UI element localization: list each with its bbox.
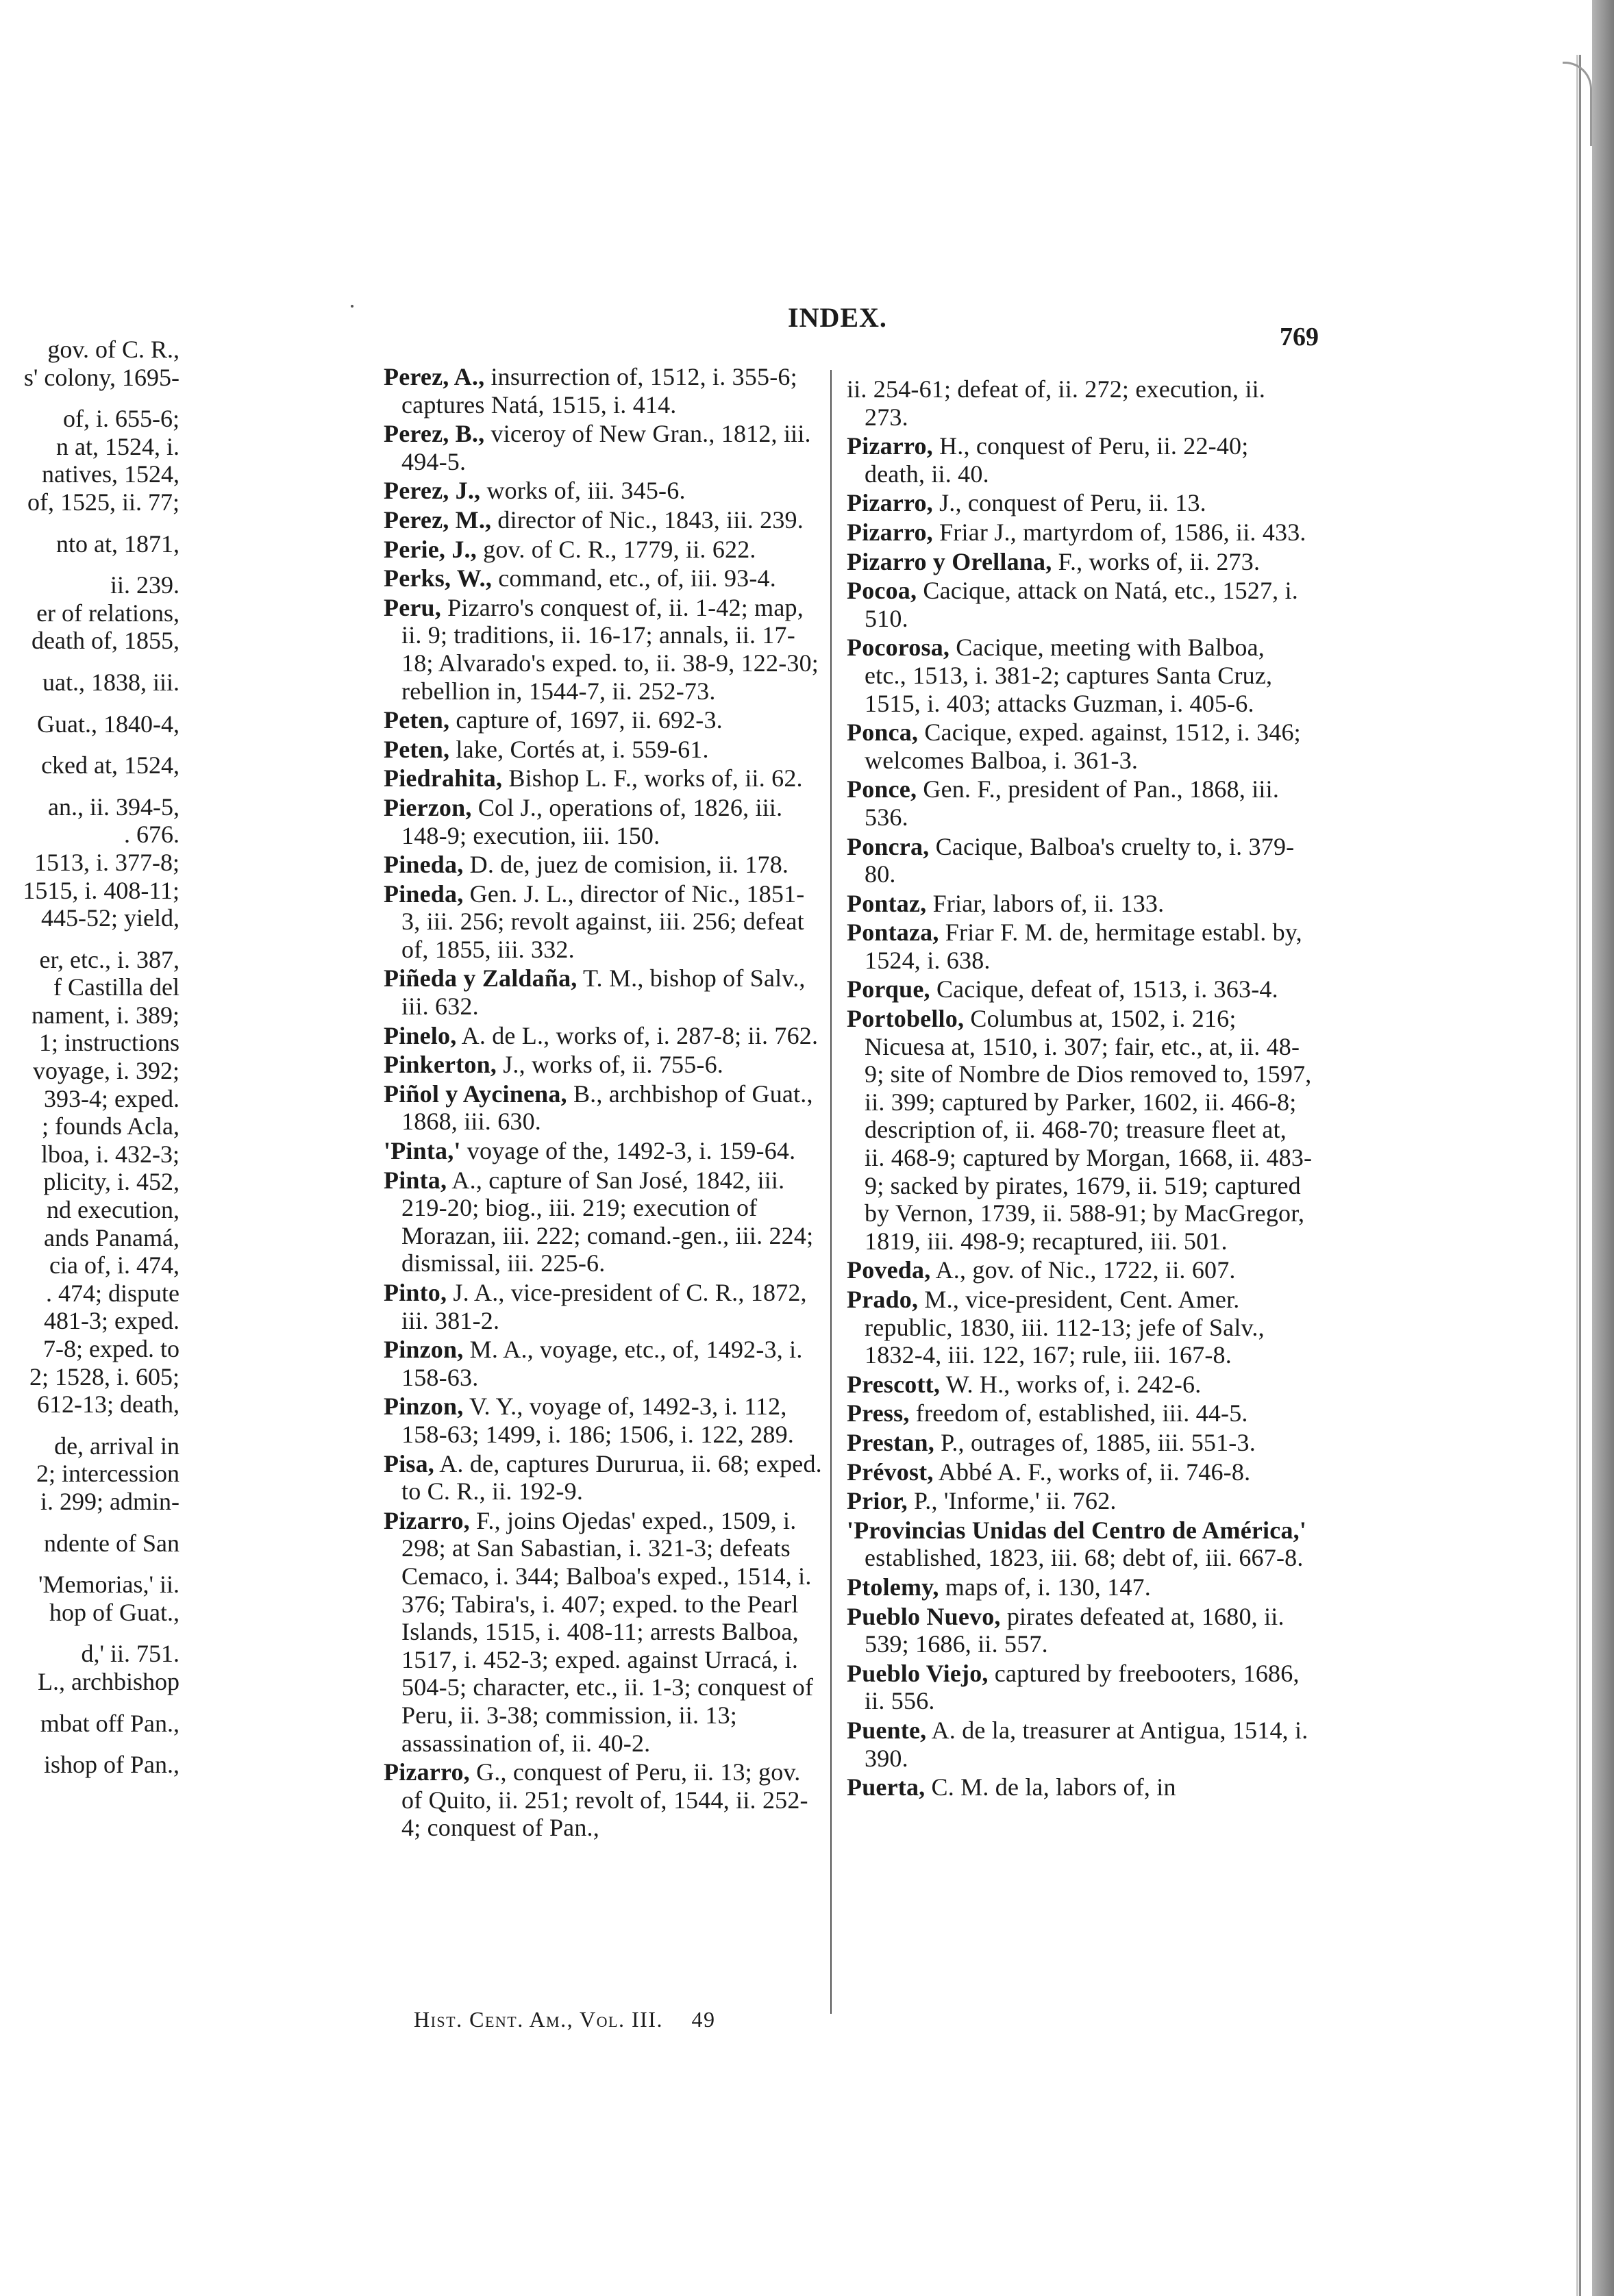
index-entry-heading: Perks, W., bbox=[384, 564, 493, 592]
left-column-line: 7-8; exped. to bbox=[43, 1335, 179, 1362]
index-entry-heading: Press, bbox=[847, 1399, 910, 1427]
index-entry-text: J. A., vice-president of C. R., 1872, iii. 381-2. bbox=[401, 1279, 807, 1334]
index-entry bbox=[847, 1399, 1313, 1427]
left-column-line: Guat., 1840-4, bbox=[37, 710, 179, 738]
index-entry bbox=[384, 506, 822, 534]
index-entry bbox=[384, 1137, 822, 1165]
index-entry-heading: Poncra, bbox=[847, 832, 930, 860]
left-column-line bbox=[0, 1516, 179, 1530]
footer-running-title: Hist. Cent. Am., Vol. III. bbox=[414, 2007, 663, 2032]
index-entry-heading: 'Pinta,' bbox=[384, 1137, 461, 1165]
index-entry-heading: Pisa, bbox=[384, 1449, 435, 1477]
index-entry-text: W. H., works of, i. 242-6. bbox=[940, 1370, 1202, 1398]
index-entry-text: H., conquest of Peru, ii. 22-40; death, ii. 40. bbox=[865, 432, 1249, 488]
index-entry-text: Columbus at, 1502, i. 216; Nicuesa at, 1510, i. 307; fair, etc., at, ii. 48-9; site of Nombre de Dios removed to, 1597, ii. 399; captured by Parker, 1602, ii. 466-8; description of, ii. 468-70; treasure fleet at, ii. 468-9; captured by Morgan, 1668, ii. 483-9; sacked by pirates, 1679, ii. 519; captured by Vernon, 1739, ii. 588-91; by MacGregor, 1819, iii. 498-9; recaptured, iii. 501. bbox=[865, 1005, 1313, 1255]
left-column-line bbox=[0, 558, 179, 571]
left-column-line: i. 299; admin- bbox=[40, 1487, 179, 1515]
left-column-line: 2; 1528, i. 605; bbox=[29, 1362, 179, 1390]
index-entry bbox=[384, 851, 822, 879]
index-entry bbox=[847, 833, 1313, 888]
index-entry bbox=[847, 519, 1313, 547]
index-entry-text: maps of, i. 130, 147. bbox=[939, 1573, 1151, 1601]
page-edge-line bbox=[1576, 55, 1578, 2296]
index-entry bbox=[847, 634, 1313, 717]
index-entry-heading: Ponce, bbox=[847, 775, 917, 803]
index-entry bbox=[847, 919, 1313, 974]
index-entry-heading: Pizarro, bbox=[847, 489, 933, 517]
index-entry-text: gov. of C. R., 1779, ii. 622. bbox=[476, 535, 756, 563]
index-entry bbox=[384, 1166, 822, 1277]
index-entry bbox=[847, 1773, 1313, 1801]
index-entry-heading: Pierzon, bbox=[384, 793, 472, 821]
left-column-line: nto at, 1871, bbox=[56, 529, 179, 558]
index-entry bbox=[384, 420, 822, 475]
left-column-line bbox=[0, 932, 179, 946]
left-column-line: d,' ii. 751. bbox=[81, 1640, 179, 1668]
index-entry-heading: 'Provincias Unidas del Centro de América,' bbox=[847, 1516, 1307, 1544]
left-column-line bbox=[0, 516, 179, 530]
index-entry-heading: Perez, M., bbox=[384, 506, 492, 534]
index-entry-heading: Pizarro, bbox=[847, 432, 933, 460]
index-entry-text: insurrection of, 1512, i. 355-6; captures Natá, 1515, i. 414. bbox=[401, 363, 797, 419]
left-column-line: 2; intercession bbox=[36, 1460, 179, 1488]
left-column-line: 481-3; exped. bbox=[44, 1307, 179, 1335]
left-column-line: 1513, i. 377-8; bbox=[34, 848, 179, 876]
index-entry-text: freedom of, established, iii. 44-5. bbox=[909, 1399, 1248, 1427]
index-entry-heading: Prescott, bbox=[847, 1370, 941, 1398]
index-entry bbox=[384, 1450, 822, 1506]
index-entry-text: P., outrages of, 1885, iii. 551-3. bbox=[934, 1428, 1256, 1456]
index-entry-text: Col J., operations of, 1826, iii. 148-9; execution, iii. 150. bbox=[401, 793, 783, 849]
index-entry bbox=[847, 1573, 1313, 1601]
index-entry-heading: Peru, bbox=[384, 593, 441, 621]
left-column-line: nament, i. 389; bbox=[32, 1001, 179, 1029]
index-entry-text: Gen. F., president of Pan., 1868, iii. 536. bbox=[865, 775, 1280, 831]
left-column-line bbox=[0, 655, 179, 669]
left-column-line bbox=[0, 779, 179, 793]
left-column-line bbox=[0, 391, 179, 405]
index-entry-heading: Peten, bbox=[384, 735, 450, 763]
index-entry-text: C. M. de la, labors of, in bbox=[925, 1773, 1176, 1801]
index-entry-heading: Prior, bbox=[847, 1487, 908, 1515]
index-entry-text: Cacique, attack on Natá, etc., 1527, i. 510. bbox=[865, 577, 1298, 632]
index-entry-text: Cacique, defeat of, 1513, i. 363-4. bbox=[930, 975, 1278, 1003]
index-entry-heading: Perez, A., bbox=[384, 363, 485, 390]
index-entry-text: V. Y., voyage of, 1492-3, i. 112, 158-63; 1499, i. 186; 1506, i. 122, 289. bbox=[401, 1393, 794, 1448]
index-entry bbox=[384, 477, 822, 505]
index-entry-heading: Pinto, bbox=[384, 1279, 447, 1306]
index-entry bbox=[384, 1022, 822, 1050]
index-entry bbox=[847, 489, 1313, 517]
left-column-line: . 474; dispute bbox=[46, 1279, 179, 1307]
index-entry-text: P., 'Informe,' ii. 762. bbox=[907, 1487, 1117, 1515]
index-entry-heading: Ponca, bbox=[847, 719, 919, 747]
index-entry-heading: Pineda, bbox=[384, 879, 464, 908]
index-entry-text: captured by freebooters, 1686, ii. 556. bbox=[865, 1659, 1300, 1715]
index-entry-heading: Pocoa, bbox=[847, 577, 917, 605]
index-entry bbox=[384, 1336, 822, 1391]
index-entry bbox=[847, 1717, 1313, 1772]
index-entry bbox=[847, 775, 1313, 831]
index-entry-text: M. A., voyage, etc., of, 1492-3, i. 158-63. bbox=[401, 1336, 803, 1391]
index-entry-text: Bishop L. F., works of, ii. 62. bbox=[502, 764, 803, 793]
index-entry-heading: Pizarro y Orellana, bbox=[847, 547, 1052, 575]
index-entry-text: Friar J., martyrdom of, 1586, ii. 433. bbox=[932, 518, 1306, 546]
index-entry bbox=[384, 706, 822, 734]
left-column-line: ii. 239. bbox=[110, 571, 179, 599]
index-entry bbox=[384, 1279, 822, 1334]
index-entry bbox=[384, 1758, 822, 1842]
left-column-line: 'Memorias,' ii. bbox=[38, 1571, 179, 1599]
index-entry bbox=[384, 1080, 822, 1136]
index-entry bbox=[847, 1005, 1313, 1255]
index-entry-text: established, 1823, iii. 68; debt of, iii. 667-8. bbox=[865, 1544, 1304, 1572]
index-entry-heading: Porque, bbox=[847, 975, 930, 1003]
index-entry-text: G., conquest of Peru, ii. 13; gov. of Quito, ii. 251; revolt of, 1544, ii. 252-4; conquest of Pan., bbox=[401, 1758, 808, 1842]
index-entry-heading: Perie, J., bbox=[384, 535, 477, 563]
page-footer bbox=[414, 2007, 715, 2032]
index-entry-text: M., vice-president, Cent. Amer. republic, 1830, iii. 112-13; jefe of Salv., 1832-4, iii. 122, 167; rule, iii. 167-8. bbox=[865, 1286, 1265, 1369]
left-column-line: s' colony, 1695- bbox=[23, 363, 179, 391]
index-entry bbox=[847, 1429, 1313, 1457]
left-column-line: of, 1525, ii. 77; bbox=[27, 488, 179, 516]
left-column-line bbox=[0, 1419, 179, 1432]
left-column-line: uat., 1838, iii. bbox=[42, 668, 179, 696]
left-column-line: ; founds Acla, bbox=[42, 1112, 179, 1140]
left-column-line: cked at, 1524, bbox=[41, 751, 179, 779]
index-entry-text: Pizarro's conquest of, ii. 1-42; map, ii. 9; traditions, ii. 16-17; annals, ii. 17-18; Alvarado's exped. to, ii. 38-9, 122-30; rebellion in, 1544-7, ii. 252-73. bbox=[401, 593, 819, 705]
page-header-title: INDEX. bbox=[788, 302, 887, 333]
index-entry bbox=[847, 1371, 1313, 1399]
index-entry-heading: Pocorosa, bbox=[847, 634, 950, 662]
index-entry-heading: Pineda, bbox=[384, 851, 464, 879]
index-entry bbox=[847, 890, 1313, 918]
index-entry-heading: Puente, bbox=[847, 1716, 927, 1744]
index-entry-text: J., works of, ii. 755-6. bbox=[497, 1051, 724, 1079]
index-entry-text: A. de L., works of, i. 287-8; ii. 762. bbox=[456, 1021, 819, 1049]
page-number: 769 bbox=[1280, 323, 1319, 351]
left-column-line: ndente of San bbox=[44, 1529, 179, 1557]
left-column-line: L., archbishop bbox=[38, 1667, 179, 1695]
print-speck bbox=[351, 305, 353, 308]
index-entry-heading: Portobello, bbox=[847, 1005, 965, 1033]
index-entry bbox=[384, 564, 822, 592]
index-entry bbox=[847, 375, 1313, 431]
left-column-line: death of, 1855, bbox=[32, 627, 179, 655]
index-entry-heading: Pinzon, bbox=[384, 1336, 464, 1364]
index-entry bbox=[847, 1256, 1313, 1284]
index-entry bbox=[847, 1487, 1313, 1515]
index-entry-heading: Pontaz, bbox=[847, 889, 927, 917]
left-column-line: voyage, i. 392; bbox=[33, 1057, 179, 1085]
page-corner-curve bbox=[1563, 62, 1592, 146]
left-column-line: 445-52; yield, bbox=[41, 904, 179, 932]
index-entry bbox=[847, 1458, 1313, 1486]
index-entry bbox=[384, 594, 822, 705]
index-entry-text: ii. 254-61; defeat of, ii. 272; execution, ii. 273. bbox=[847, 375, 1266, 431]
index-entry-heading: Pinzon, bbox=[384, 1393, 464, 1421]
index-entry bbox=[384, 1051, 822, 1079]
index-entry-text: D. de, juez de comision, ii. 178. bbox=[463, 851, 789, 879]
index-entry-text: works of, iii. 345-6. bbox=[480, 477, 686, 505]
index-entry bbox=[847, 975, 1313, 1003]
index-entry bbox=[384, 536, 822, 564]
index-entry-heading: Pizarro, bbox=[847, 518, 933, 546]
index-entry bbox=[847, 548, 1313, 576]
index-entry-text: A. de la, treasurer at Antigua, 1514, i. 390. bbox=[865, 1716, 1308, 1772]
index-entry-heading: Pueblo Viejo, bbox=[847, 1659, 989, 1687]
index-entry-heading: Ptolemy, bbox=[847, 1573, 939, 1601]
index-entry bbox=[384, 764, 822, 793]
index-entry-heading: Perez, B., bbox=[384, 420, 485, 448]
index-entry-text: capture of, 1697, ii. 692-3. bbox=[449, 706, 723, 734]
left-column-line: ands Panamá, bbox=[44, 1223, 179, 1251]
left-column-line: de, arrival in bbox=[54, 1432, 179, 1460]
index-entry-text: Gen. J. L., director of Nic., 1851-3, iii. 256; revolt against, iii. 256; defeat of, 1855, iii. 332. bbox=[401, 879, 805, 963]
left-column-line: 612-13; death, bbox=[37, 1390, 179, 1419]
index-entry bbox=[847, 1286, 1313, 1369]
index-entry bbox=[847, 1603, 1313, 1658]
left-column-line: n at, 1524, i. bbox=[56, 432, 179, 460]
index-entry-text: F., joins Ojedas' exped., 1509, i. 298; at San Sabastian, i. 321-3; defeats Cemaco, i. 344; Balboa's exped., 1514, i. 376; Tabira's, i. 407; exped. to the Pearl Islands, 1515, i. 408-11; arrests Balboa, 1517, i. 452-3; exped. against Urracá, i. 504-5; character, etc., ii. 1-3; conquest of Peru, ii. 3-38; commission, ii. 13; assassination of, ii. 40-2. bbox=[401, 1506, 814, 1757]
index-entry bbox=[847, 577, 1313, 632]
index-entry bbox=[384, 1393, 822, 1448]
index-entry-heading: Pontaza, bbox=[847, 919, 939, 947]
middle-index-column bbox=[384, 363, 822, 1843]
index-entry bbox=[847, 719, 1313, 774]
index-entry-heading: Puerta, bbox=[847, 1773, 926, 1801]
index-entry bbox=[384, 794, 822, 849]
left-column-line: plicity, i. 452, bbox=[43, 1168, 179, 1196]
index-entry-text: T. M., bishop of Salv., iii. 632. bbox=[401, 964, 806, 1021]
left-column-line: 393-4; exped. bbox=[44, 1084, 179, 1112]
index-entry-heading: Prévost, bbox=[847, 1458, 934, 1486]
left-column-line bbox=[0, 738, 179, 751]
index-entry-heading: Pinelo, bbox=[384, 1021, 457, 1049]
page-edge-line bbox=[1579, 55, 1581, 2296]
index-entry bbox=[384, 736, 822, 764]
left-column-line: er, etc., i. 387, bbox=[39, 945, 179, 973]
left-column-line bbox=[0, 1696, 179, 1710]
index-entry-heading: Piñeda y Zaldaña, bbox=[384, 964, 578, 993]
index-entry bbox=[847, 1517, 1313, 1572]
index-entry-text: voyage of the, 1492-3, i. 159-64. bbox=[460, 1137, 796, 1165]
index-entry-text: Abbé A. F., works of, ii. 746-8. bbox=[933, 1458, 1251, 1486]
index-entry bbox=[384, 880, 822, 964]
index-entry-text: pirates defeated at, 1680, ii. 539; 1686, ii. 557. bbox=[865, 1602, 1284, 1658]
index-entry-heading: Pizarro, bbox=[384, 1758, 470, 1786]
index-entry-heading: Pizarro, bbox=[384, 1506, 470, 1534]
index-entry-text: F., works of, ii. 273. bbox=[1052, 547, 1261, 575]
index-entry bbox=[847, 432, 1313, 488]
footer-signature-mark: 49 bbox=[691, 2007, 716, 2032]
index-entry-text: Cacique, exped. against, 1512, i. 346; welcomes Balboa, i. 361-3. bbox=[865, 719, 1301, 774]
left-column-line bbox=[0, 1557, 179, 1571]
index-entry-text: command, etc., of, iii. 93-4. bbox=[492, 564, 776, 592]
index-entry-text: Friar F. M. de, hermitage establ. by, 1524, i. 638. bbox=[865, 919, 1302, 974]
right-index-column bbox=[847, 375, 1313, 1803]
left-column-line: lboa, i. 432-3; bbox=[41, 1140, 179, 1168]
left-column-line: f Castilla del bbox=[53, 973, 179, 1001]
index-entry-text: Cacique, meeting with Balboa, etc., 1513, i. 381-2; captures Santa Cruz, 1515, i. 403; attacks Guzman, i. 405-6. bbox=[865, 634, 1273, 717]
left-column-line: hop of Guat., bbox=[49, 1598, 179, 1626]
index-entry-heading: Prado, bbox=[847, 1286, 919, 1313]
left-column-line: nd execution, bbox=[47, 1196, 179, 1224]
left-column-line bbox=[0, 1626, 179, 1640]
page-edge-shadow bbox=[1592, 0, 1614, 2296]
index-entry-text: J., conquest of Peru, ii. 13. bbox=[932, 489, 1206, 517]
index-entry-heading: Pinkerton, bbox=[384, 1051, 497, 1079]
index-entry-text: director of Nic., 1843, iii. 239. bbox=[491, 506, 804, 534]
index-entry-text: A., gov. of Nic., 1722, ii. 607. bbox=[930, 1256, 1236, 1284]
left-column-line: . 676. bbox=[124, 821, 179, 849]
index-entry-heading: Poveda, bbox=[847, 1256, 931, 1284]
column-divider bbox=[830, 370, 832, 2014]
index-entry-text: Friar, labors of, ii. 133. bbox=[926, 889, 1165, 917]
left-column-line: 1515, i. 408-11; bbox=[23, 876, 179, 904]
index-entry-text: A. de, captures Dururua, ii. 68; exped. to C. R., ii. 192-9. bbox=[401, 1449, 822, 1506]
index-entry-heading: Piñol y Aycinena, bbox=[384, 1080, 567, 1108]
left-column-line: ishop of Pan., bbox=[44, 1751, 179, 1779]
index-entry-heading: Prestan, bbox=[847, 1428, 934, 1456]
left-column-line bbox=[0, 697, 179, 710]
index-entry-text: viceroy of New Gran., 1812, iii. 494-5. bbox=[401, 420, 811, 475]
left-column-line: gov. of C. R., bbox=[47, 336, 179, 363]
index-entry-heading: Pinta, bbox=[384, 1166, 447, 1194]
left-column-line: 1; instructions bbox=[39, 1029, 179, 1057]
index-entry-heading: Peten, bbox=[384, 706, 450, 734]
left-column-line: cia of, i. 474, bbox=[49, 1251, 179, 1280]
left-column-line: of, i. 655-6; bbox=[63, 405, 179, 433]
left-cutoff-column bbox=[0, 336, 179, 1779]
left-column-line: mbat off Pan., bbox=[40, 1709, 179, 1737]
index-entry-text: A., capture of San José, 1842, iii. 219-20; biog., iii. 219; execution of Morazan, iii. 222; comand.-gen., iii. 224; dismissal, iii. 225-6. bbox=[401, 1166, 814, 1277]
left-column-line bbox=[0, 1737, 179, 1751]
index-entry-heading: Perez, J., bbox=[384, 477, 481, 505]
index-entry bbox=[384, 363, 822, 419]
index-entry-text: lake, Cortés at, i. 559-61. bbox=[449, 735, 709, 763]
index-entry-heading: Pueblo Nuevo, bbox=[847, 1602, 1001, 1630]
index-entry-text: Cacique, Balboa's cruelty to, i. 379-80. bbox=[865, 832, 1295, 888]
index-entry bbox=[384, 964, 822, 1020]
left-column-line: natives, 1524, bbox=[42, 460, 179, 488]
index-entry-heading: Piedrahita, bbox=[384, 764, 503, 793]
index-entry-text: B., archbishop of Guat., 1868, iii. 630. bbox=[401, 1080, 813, 1136]
index-entry bbox=[384, 1507, 822, 1757]
left-column-line: an., ii. 394-5, bbox=[48, 793, 179, 821]
left-column-line: er of relations, bbox=[36, 599, 179, 627]
index-entry bbox=[847, 1660, 1313, 1715]
